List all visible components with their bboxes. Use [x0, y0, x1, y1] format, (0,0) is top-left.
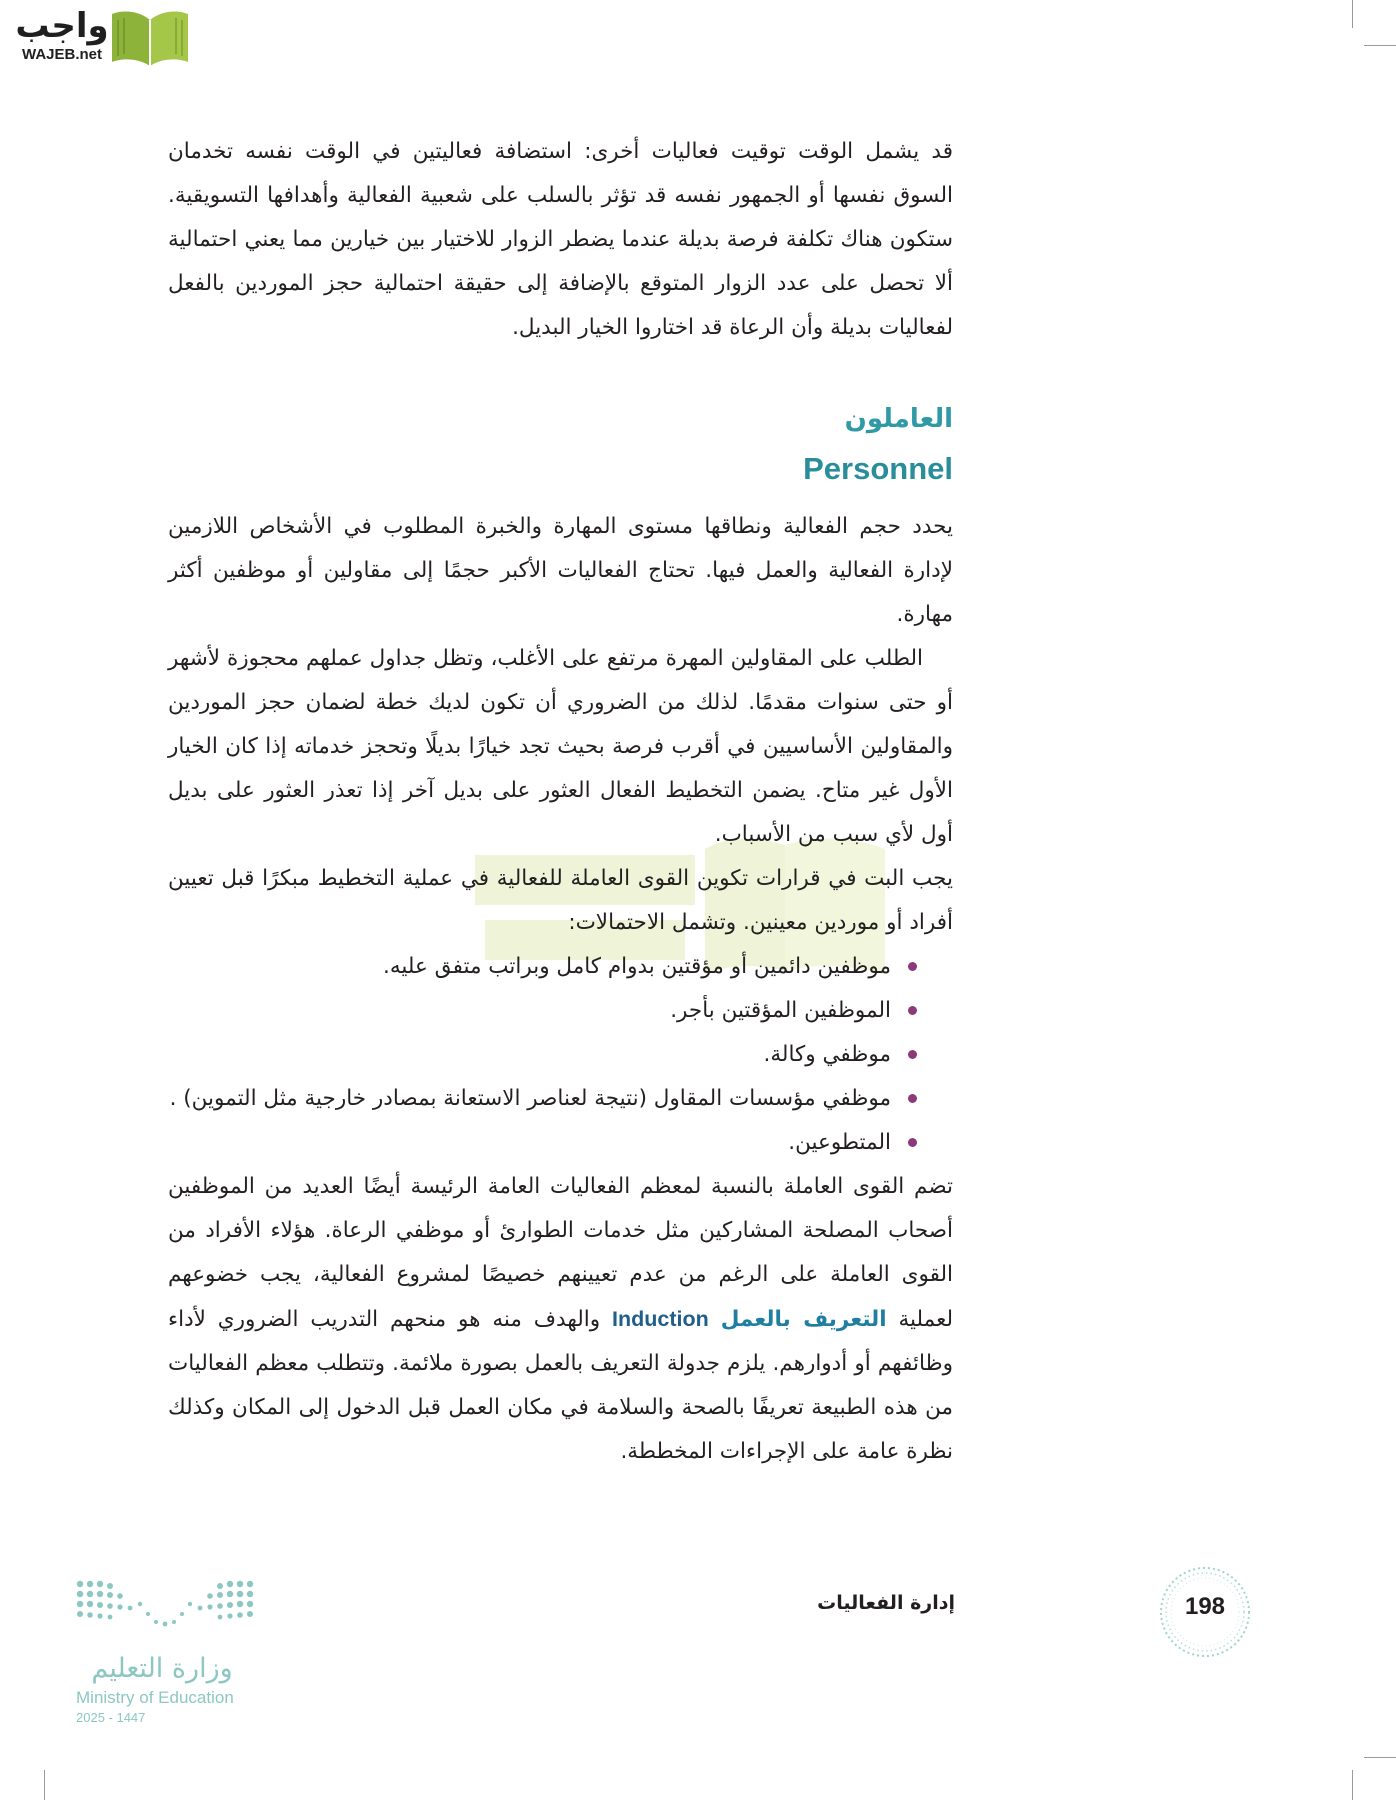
crop-mark: [44, 1770, 45, 1800]
keyword-induction-en: Induction: [612, 1307, 709, 1331]
paragraph-scope: يحدد حجم الفعالية ونطاقها مستوى المهارة والخبرة المطلوب في الأشخاص اللازمين لإدارة الفعالية والعمل فيها. تحتاج الفعاليات الأكبر حجمًا إلى مقاولين أو موظفين أكثر مهارة.: [168, 514, 953, 627]
list-item: موظفي مؤسسات المقاول (نتيجة لعناصر الاستعانة بمصادر خارجية مثل التموين) .: [168, 1077, 953, 1121]
ministry-name-english: Ministry of Education: [76, 1688, 234, 1707]
footer-book-title: إدارة الفعاليات: [817, 1592, 955, 1614]
page-number: 198: [1184, 1593, 1226, 1620]
list-item: موظفي وكالة.: [168, 1033, 953, 1077]
book-icon: [110, 6, 190, 68]
intro-paragraph: قد يشمل الوقت توقيت فعاليات أخرى: استضافة فعاليتين في الوقت نفسه تخدمان السوق نفسها أو الجمهور نفسه قد تؤثر بالسلب على شعبية الفعالية وأهدافها التسويقية. ستكون هناك تكلفة فرصة بديلة عندما يضطر الزوار للاختيار بين خيارين مما يعني احتمالية ألا تحصل على عدد الزوار المتوقع بالإضافة إلى حقيقة احتمالية حجز الموردين بالفعل لفعاليات بديلة وأن الرعاة قد اختاروا الخيار البديل.: [168, 139, 953, 340]
edition-year: 2025 - 1447: [76, 1710, 146, 1725]
paragraph-induction: تضم القوى العاملة بالنسبة لمعظم الفعاليات العامة الرئيسة أيضًا العديد من الموظفين أصحاب المصلحة المشاركين مثل خدمات الطوارئ أو موظفي الرعاة. هؤلاء الأفراد من القوى العاملة على الرغم من عدم تعيينهم خصيصًا لمشروع الفعالية، يجب خضوعهم لعملية التعريف بالعمل Induction والهدف منه هو منحهم التدريب الضروري لأداء وظائفهم أو أدوارهم. يلزم جدولة التعريف بالعمل بصورة ملائمة. وتتطلب معظم الفعاليات من هذه الطبيعة تعريفًا بالصحة والسلامة في مكان العمل قبل الدخول إلى المكان وكذلك نظرة عامة على الإجراءات المخططة.: [168, 1174, 954, 1464]
keyword-induction-ar: التعريف بالعمل: [720, 1307, 887, 1332]
list-item: المتطوعين.: [168, 1121, 953, 1165]
bullet-dot-icon: [908, 1006, 917, 1015]
bullet-dot-icon: [908, 1138, 917, 1147]
crop-mark: [1352, 1770, 1353, 1800]
bullet-list: [168, 945, 953, 1165]
section-heading-english: Personnel: [803, 451, 953, 486]
ministry-name-arabic: وزارة التعليم: [91, 1653, 233, 1684]
list-item: موظفين دائمين أو مؤقتين بدوام كامل وبراتب متفق عليه.: [168, 945, 953, 989]
logo-latin: WAJEB.net: [21, 46, 102, 63]
wajeb-logo[interactable]: [6, 4, 190, 70]
section-heading-arabic: العاملون: [844, 404, 953, 434]
crop-mark: [1364, 45, 1396, 46]
bullet-dot-icon: [908, 1050, 917, 1059]
crop-mark: [1352, 0, 1353, 28]
logo-arabic: واجب: [15, 6, 109, 46]
page-content: [168, 130, 953, 1474]
bullet-dot-icon: [908, 1094, 917, 1103]
bullet-dot-icon: [908, 962, 917, 971]
paragraph-contractors: الطلب على المقاولين المهرة مرتفع على الأغلب، وتظل جداول عملهم محجوزة لأشهر أو حتى سنوات مقدمًا. لذلك من الضروري أن تكون لديك خطة لضمان حجز الموردين والمقاولين الأساسيين في أقرب فرصة بحيث تجد خيارًا بديلًا وتحجز خدماته إذا كان الخيار الأول غير متاح. يضمن التخطيط الفعال العثور على بديل آخر إذا تعذر العثور على بديل أول لأي سبب من الأسباب.: [168, 646, 953, 847]
list-item: الموظفين المؤقتين بأجر.: [168, 989, 953, 1033]
crop-mark: [1364, 1757, 1396, 1758]
paragraph-workforce: يجب البت في قرارات تكوين القوى العاملة للفعالية في عملية التخطيط مبكرًا قبل تعيين أفراد أو موردين معينين. وتشمل الاحتمالات:: [168, 866, 953, 935]
